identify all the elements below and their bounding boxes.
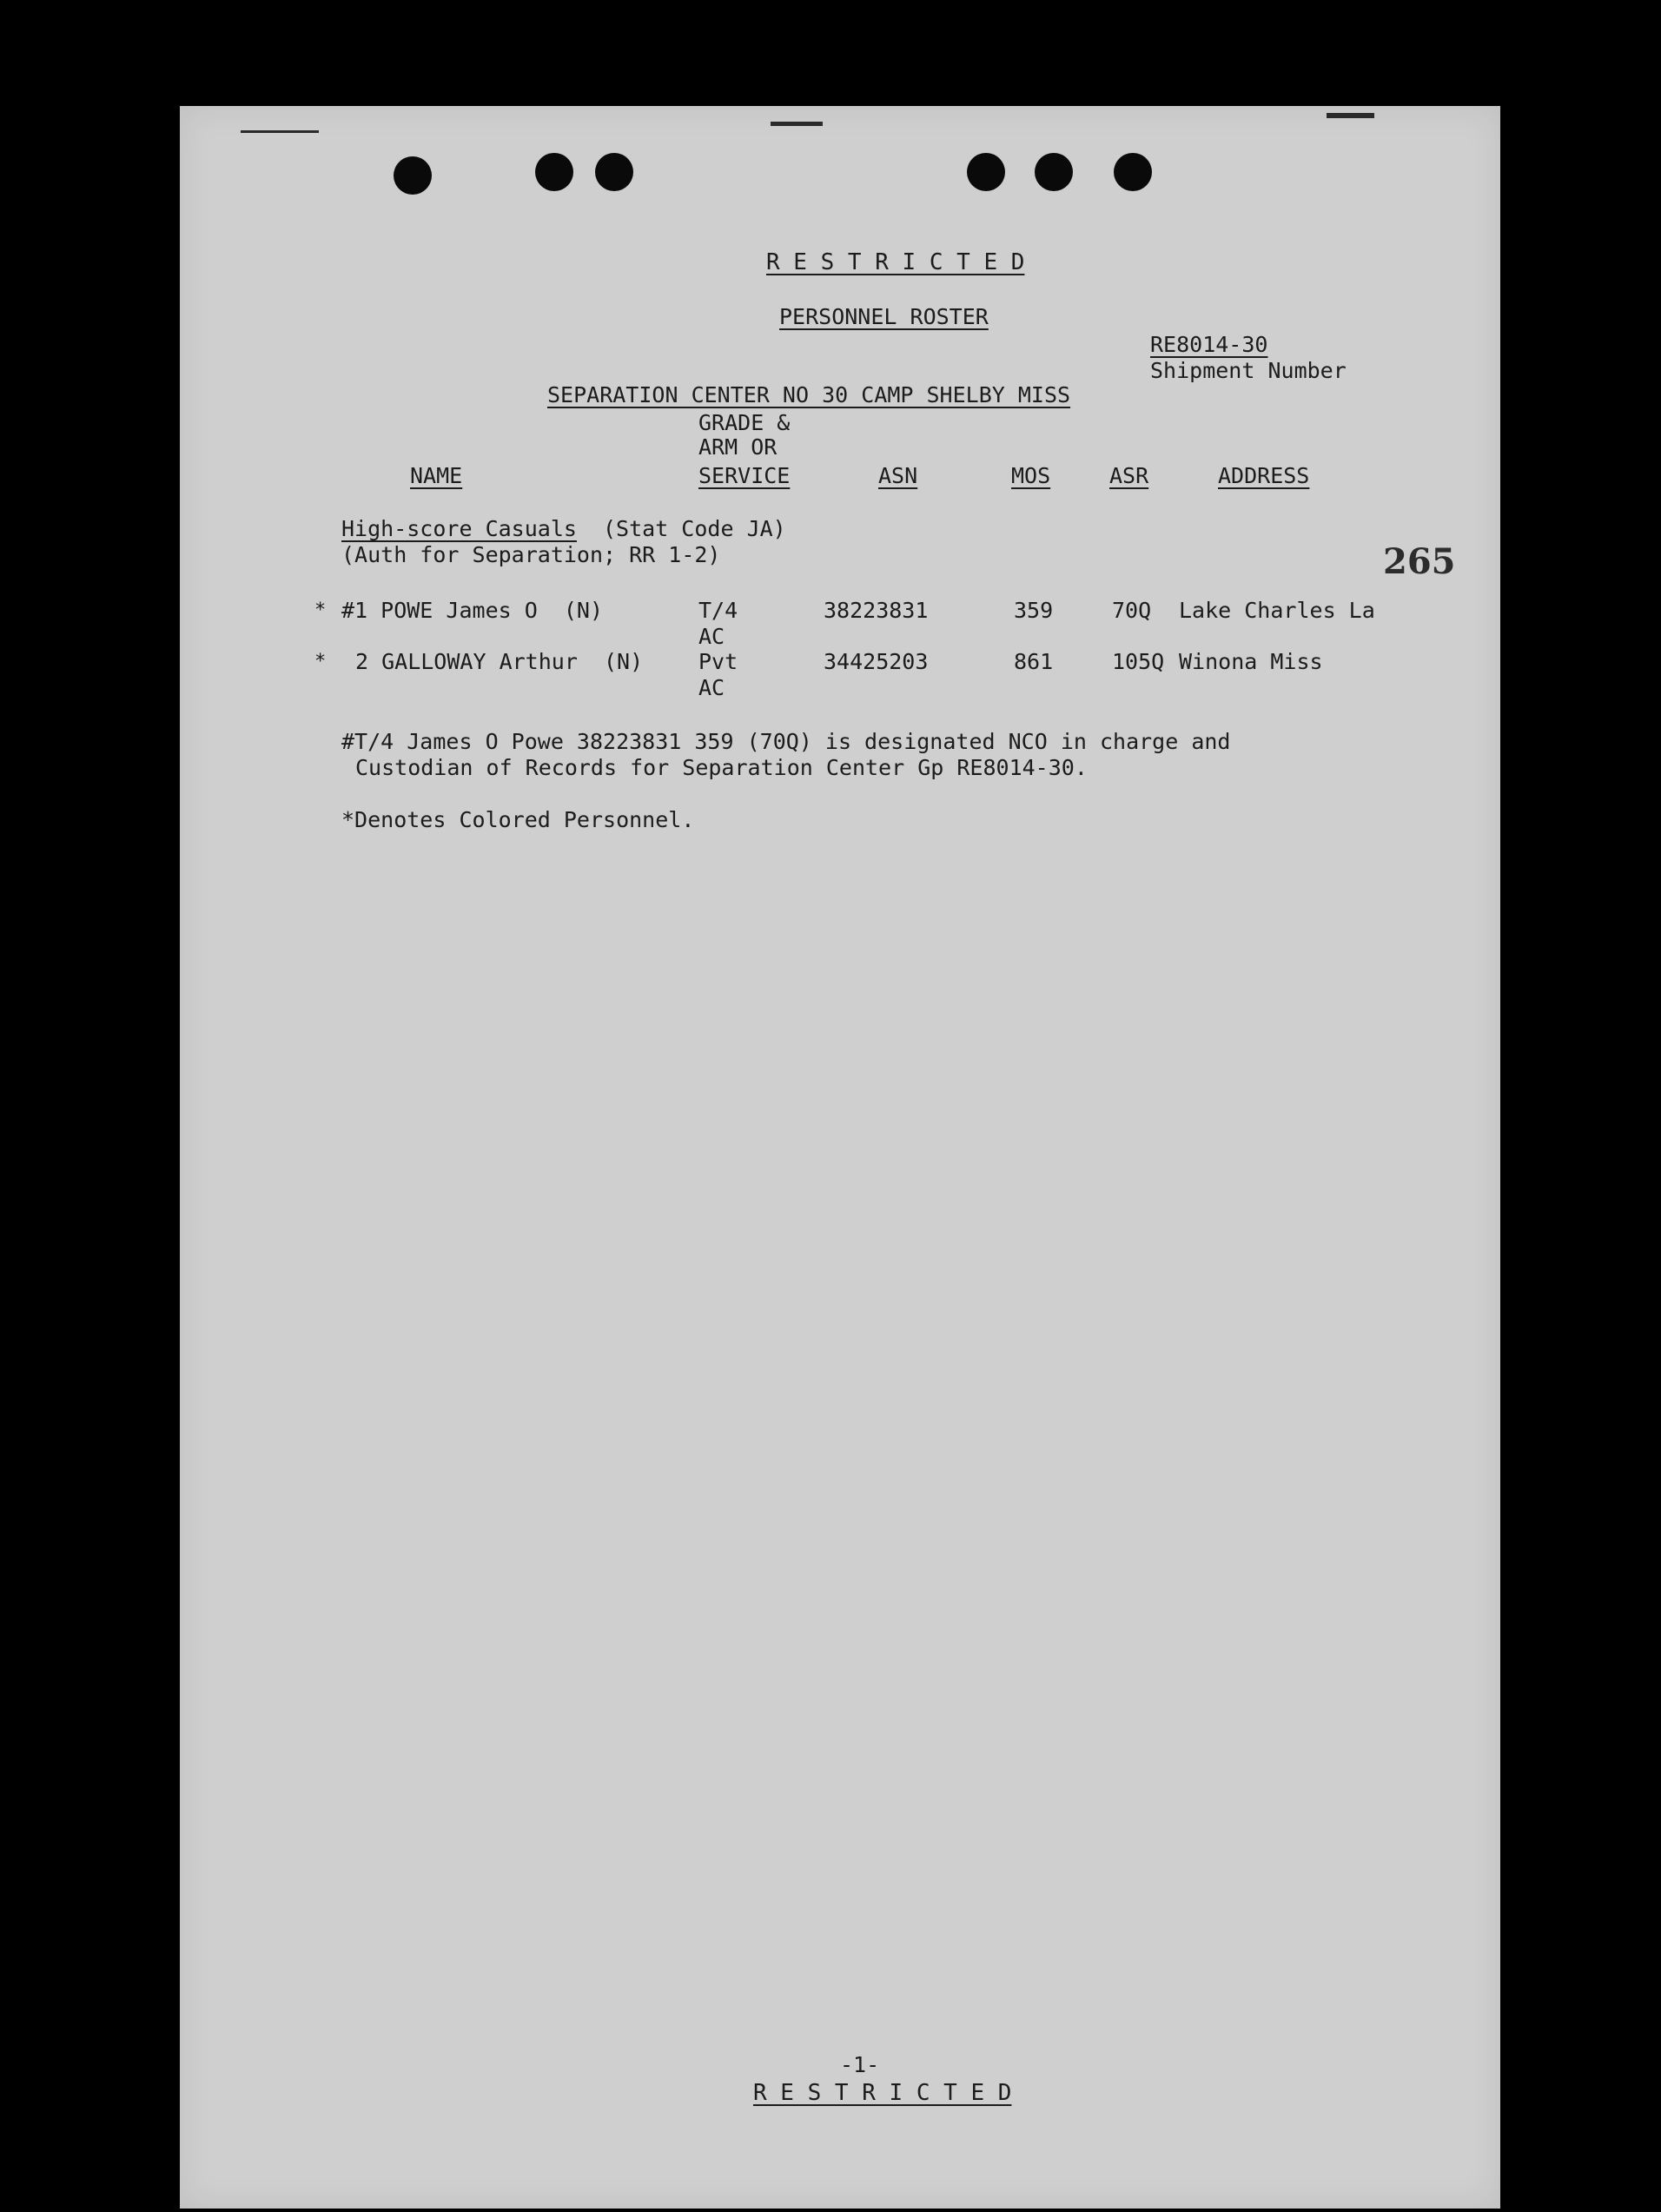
row-name: 2 GALLOWAY Arthur (N) (355, 649, 644, 674)
column-header-asn: ASN (878, 463, 918, 488)
row-asr: 105Q (1112, 649, 1165, 674)
row-address: Winona Miss (1179, 649, 1323, 674)
row-arm: AC (698, 624, 725, 649)
binder-hole (967, 153, 1005, 191)
binder-hole (535, 153, 573, 191)
binder-hole (1114, 153, 1152, 191)
row-arm: AC (698, 675, 725, 700)
group-stat-code: (Stat Code JA) (603, 516, 786, 541)
row-asn: 38223831 (824, 598, 929, 623)
shipment-number: RE8014-30 (1150, 332, 1268, 357)
classification-header: R E S T R I C T E D (766, 249, 1025, 275)
unit-title: SEPARATION CENTER NO 30 CAMP SHELBY MISS (547, 382, 1071, 407)
nco-note: #T/4 James O Powe 38223831 359 (70Q) is designated NCO in charge and (341, 729, 1231, 754)
row-asr: 70Q (1112, 598, 1152, 623)
column-header-grade: SERVICE (698, 463, 791, 488)
shipment-caption: Shipment Number (1150, 358, 1347, 383)
nco-note: Custodian of Records for Separation Center Gp RE8014-30. (355, 755, 1088, 780)
binder-hole (1035, 153, 1073, 191)
row-flag: * (314, 599, 327, 621)
scan-speck (771, 122, 823, 126)
document-page (180, 106, 1500, 2209)
row-mos: 359 (1014, 598, 1054, 623)
row-flag: * (314, 651, 327, 672)
classification-footer: R E S T R I C T E D (753, 2080, 1012, 2106)
group-title: High-score Casuals (341, 516, 577, 541)
row-asn: 34425203 (824, 649, 929, 674)
scan-speck (1327, 113, 1374, 118)
column-header-mos: MOS (1011, 463, 1051, 488)
row-grade: Pvt (698, 649, 738, 674)
column-header-grade: ARM OR (698, 434, 778, 460)
binder-hole (595, 153, 633, 191)
row-mos: 861 (1014, 649, 1054, 674)
binder-hole (394, 156, 432, 195)
column-header-name: NAME (410, 463, 463, 488)
colored-personnel-note: *Denotes Colored Personnel. (341, 807, 695, 832)
column-header-grade: GRADE & (698, 410, 791, 435)
row-name: #1 POWE James O (N) (341, 598, 604, 623)
scan-speck (241, 130, 319, 133)
column-header-address: ADDRESS (1218, 463, 1310, 488)
document-title: PERSONNEL ROSTER (779, 304, 989, 329)
page-number: -1- (840, 2052, 880, 2077)
row-address: Lake Charles La (1179, 598, 1375, 623)
row-grade: T/4 (698, 598, 738, 623)
page-stamp: 265 (1383, 541, 1456, 582)
group-authority: (Auth for Separation; RR 1-2) (341, 542, 721, 567)
column-header-asr: ASR (1109, 463, 1149, 488)
